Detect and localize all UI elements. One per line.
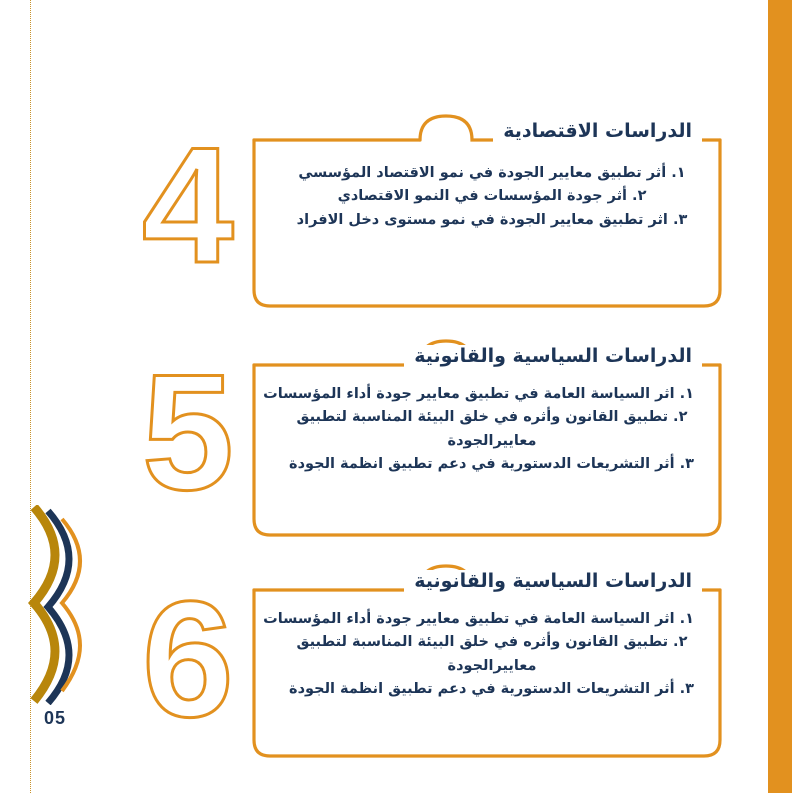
section-block	[120, 110, 730, 310]
decorative-ribbon-graphic	[28, 505, 90, 705]
section-item-list	[290, 162, 694, 232]
right-edge-accent-bar	[768, 0, 792, 793]
section-title: الدراسات الاقتصادية	[493, 120, 702, 142]
list-item: ٣. أثر التشريعات الدستورية في دعم تطبيق انظمة الجودة	[289, 681, 694, 698]
list-item: ٣. أثر التشريعات الدستورية في دعم تطبيق انظمة الجودة	[289, 456, 694, 473]
list-item: ٢. تطبيق القانون وأثره في خلق البيئة المناسبة لتطبيق معاييرالجودة	[296, 409, 688, 449]
section-block	[120, 335, 730, 540]
section-number: 6	[142, 567, 234, 751]
section-title: الدراسات السياسية والقانونية	[404, 345, 702, 367]
section-number: 4	[142, 113, 234, 297]
section-block	[120, 560, 730, 760]
section-item-list	[263, 383, 694, 477]
section-title: الدراسات السياسية والقانونية	[404, 570, 702, 592]
list-item: ١. اثر السياسة العامة في تطبيق معايير جودة أداء المؤسسات	[263, 611, 694, 627]
list-item: ١. أثر تطبيق معايير الجودة في نمو الاقتصاد المؤسسي	[298, 165, 686, 181]
section-number: 5	[142, 340, 234, 524]
list-item: ٢. أثر جودة المؤسسات في النمو الاقتصادي	[337, 188, 647, 205]
page-number: 05	[44, 708, 67, 728]
list-item: ٢. تطبيق القانون وأثره في خلق البيئة المناسبة لتطبيق معاييرالجودة	[296, 634, 688, 674]
list-item: ٣. اثر تطبيق معايير الجودة في نمو مستوى دخل الافراد	[296, 211, 688, 228]
list-item: ١. اثر السياسة العامة في تطبيق معايير جودة أداء المؤسسات	[263, 386, 694, 402]
section-item-list	[263, 608, 694, 702]
